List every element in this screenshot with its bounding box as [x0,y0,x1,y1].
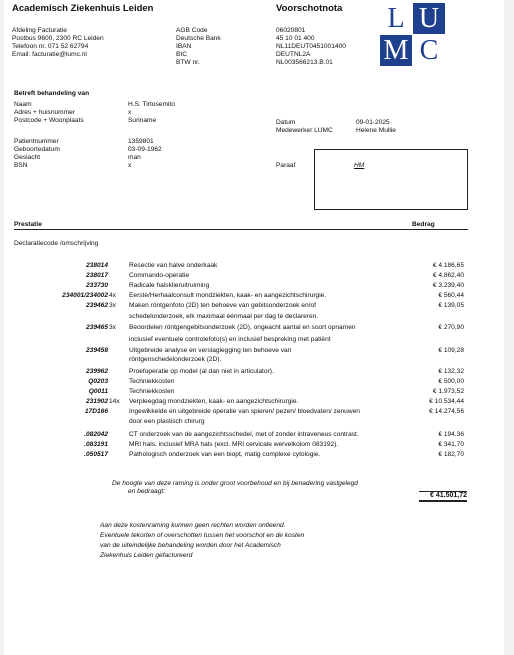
paraaf-value: HM [354,162,365,169]
table-row [14,262,466,270]
row-desc: Maken röntgenfoto (2D) ten behoeve van gebitsonderzoek en/of [129,302,316,309]
row-qty: 3x [109,302,116,309]
iban-value: NL11DEUT0451001400 [276,43,346,50]
table-row [14,302,466,310]
naam-label: Naam [14,101,32,108]
bic-label: BIC [176,51,187,58]
row-code: .083191 [84,441,108,448]
table-row [14,398,466,406]
row-desc: Techniekkosten [129,378,175,385]
row-code: 239458 [85,347,108,354]
address-line: Telefoon nr. 071 52 62794 [12,43,89,50]
table-row [14,282,466,290]
table-row [14,324,466,332]
disclaimer-line: van de uiteindelijke behandeling worden door het Academisch [100,542,281,549]
row-code: 239462 [85,302,108,309]
table-row-continued [14,313,466,321]
org-name: Academisch Ziekenhuis Leiden [12,3,154,14]
row-desc: Pathologisch onderzoek van een biopt, matig complexe cytologie. [129,451,321,458]
naam-value: H.S. Tirtosemito [128,101,175,108]
row-code: 238017 [85,272,108,279]
row-code: Q0011 [88,388,108,395]
row-desc: Techniekkosten [129,388,175,395]
patient-labels-2 [14,138,60,170]
btw-value: NL003566213.B.01 [276,59,333,66]
address-line: Postbus 9600, 2300 RC Leiden [12,35,104,42]
disclaimer-line: Ziekenhuis Leiden gefactureerd [100,552,193,559]
table-row [14,431,466,439]
table-row [14,451,466,459]
table-row [14,408,466,416]
geboortedatum-value: 03-09-1962 [128,146,162,153]
row-code: .082042 [84,431,108,438]
row-code: 239962 [85,368,108,375]
row-amount: € 139,05 [438,302,464,309]
bsn-value: x [128,162,132,169]
row-desc: Uitgebreide analyse en verslaglegging ten behoeve van [129,347,292,354]
table-row [14,272,466,280]
row-qty: 4x [109,292,116,299]
row-amount: € 14.274,56 [429,408,464,415]
table-row [14,368,466,376]
total-note [112,480,358,496]
doc-title: Voorschotnota [276,3,343,14]
patient-section-title: Betreft behandeling van [14,90,90,97]
address-block [12,27,104,59]
row-amount: € 132,32 [438,368,464,375]
col-prestatie: Prestatie [14,221,42,228]
row-code: 231902 [85,398,108,405]
total-amount: € 41.501,72 [419,491,467,502]
table-subheader: Declaratiecode /omschrijving [14,240,99,247]
agb-label: AGB Code [176,27,208,34]
row-code: .050517 [84,451,108,458]
btw-label: BTW nr. [176,59,200,66]
geslacht-label: Geslacht [14,154,41,161]
postcode-label: Postcode + Woonplaats [14,117,84,124]
row-code: 234001/234002 [62,292,108,299]
bsn-label: BSN [14,162,28,169]
patient-labels [14,101,84,125]
patientnummer-value: 1359801 [128,138,154,145]
postcode-value: Suriname [128,117,157,124]
row-desc-2: röntgenschedelonderzoek (2D). [129,356,222,363]
bank-label: Deutsche Bank [176,35,221,42]
row-qty: 14x [109,398,120,405]
row-code: 17D166 [84,408,108,415]
col-bedrag: Bedrag [412,221,435,228]
row-code: 233730 [85,282,108,289]
disclaimer-line: Eventuele tekorten of overschotten tussen het voorschot en de kosten [100,532,305,539]
bank-value: 45 10 01 400 [276,35,315,42]
table-row-continued [14,356,466,364]
row-code: 238014 [85,262,108,269]
medewerker-label: Medewerker LUMC [276,127,333,134]
row-amount: € 4.862,40 [432,272,464,279]
table-row [14,441,466,449]
row-desc: Beoordelen röntgengebitsonderzoek (2D), ongeacht aantal en soort opnamen [129,324,356,331]
logo-letter-m: M [380,35,412,66]
row-amount: € 4.186,65 [432,262,464,269]
row-amount: € 10.534,44 [429,398,464,405]
row-code: 239465 [85,324,108,331]
disclaimer-line: Aan deze kostenraming kunnen geen rechten worden ontleend. [100,522,286,529]
patientnummer-label: Patientnummer [14,138,59,145]
row-desc: Resectie van halve onderkaak [129,262,218,269]
geboortedatum-label: Geboortedatum [14,146,60,153]
table-row [14,378,466,386]
table-row [14,292,466,300]
row-amount: € 109,28 [438,347,464,354]
table-row-continued [14,336,466,344]
row-desc-2: schedelonderzoek, elk maximaal éénmaal per dag te declareren. [129,313,319,320]
row-desc: MRI hals, inclusief MRA hals (excl. MRI cervicale wervelkolom 083192). [129,441,339,448]
paraaf-box [314,149,468,210]
row-desc: CT onderzoek van de aangezichtsschedel, met of zonder intraveneus contrast. [129,431,359,438]
row-amount: € 3.239,40 [432,282,464,289]
row-desc: Radicale halsklieruitruiming [129,282,210,289]
table-row [14,347,466,355]
row-amount: € 182,70 [438,451,464,458]
row-amount: € 1.973,52 [432,388,464,395]
row-amount: € 194,36 [438,431,464,438]
address-line: Afdeling Facturatie [12,27,67,34]
agb-value: 06020801 [276,27,306,34]
row-desc: Commando-operatie [129,272,190,279]
row-amount: € 560,44 [438,292,464,299]
row-qty: 3x [109,324,116,331]
logo-letter-u: U [413,3,445,34]
address-line: Email: facturatie@lumc.nl [12,51,87,58]
table-row-continued [14,418,466,426]
row-amount: € 270,90 [438,324,464,331]
paraaf-label: Paraaf [276,162,296,169]
adres-label: Adres + huisnummer [14,109,76,116]
row-amount: € 341,70 [438,441,464,448]
patient-values [128,101,175,125]
geslacht-value: man [128,154,141,161]
datum-value: 09-01-2025 [356,119,390,126]
row-desc: Verpleegdag mondziekten, kaak- en aangezichtschirurgie. [129,398,299,405]
total-note-line: en bedraagt: [128,488,166,495]
invoice-page [4,0,504,655]
logo-letter-c: C [413,35,445,66]
table-row [14,388,466,396]
bank-values [276,27,346,67]
row-desc: Proefoperatie op model (al dan niet in articulator). [129,368,274,375]
row-desc-2: door een plastisch chirurg [129,418,205,425]
iban-label: IBAN [176,43,192,50]
adres-value: x [128,109,132,116]
patient-values-2 [128,138,162,170]
datum-label: Datum [276,119,296,126]
row-desc-2: inclusief eventuele controlefoto(s) en inclusief bespreking met patiënt [129,336,331,343]
logo-letter-l: L [380,3,412,34]
row-code: Q0203 [88,378,108,385]
lumc-logo [380,3,446,67]
row-amount: € 500,00 [438,378,464,385]
total-note-line: De hoogte van deze raming is onder groot voorbehoud en bij benadering vastgelegd [112,480,358,487]
bic-value: DEUTNL2A [276,51,311,58]
bank-labels [176,27,221,67]
medewerker-value: Helene Mullie [356,127,396,134]
disclaimer [100,521,304,561]
row-desc: Eerste/Herhaalconsult mondziekten, kaak- en aangezichtschirurgie. [129,292,327,299]
header-divider [14,229,468,230]
row-desc: Ingewikkelde en uitgebreide operatie van spieren/ pezen/ bloedvaten/ zenuwen [129,408,360,415]
